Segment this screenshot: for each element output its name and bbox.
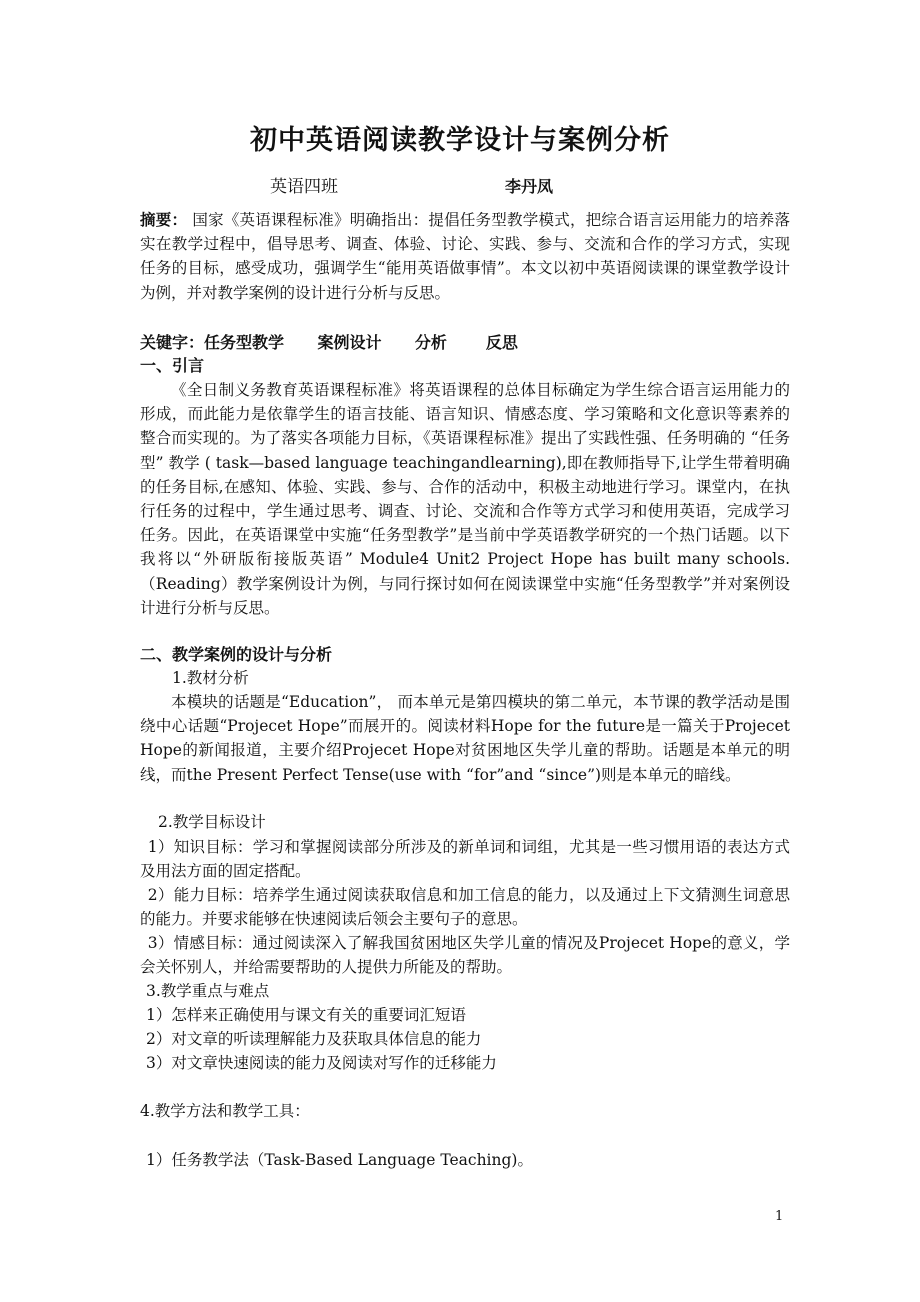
keyword-item: 分析 xyxy=(414,333,447,352)
subsection-heading: 3.教学重点与难点 xyxy=(146,982,270,1000)
abstract-label: 摘要： xyxy=(140,210,188,229)
key-point-item: 1）怎样来正确使用与课文有关的重要词汇短语 xyxy=(146,1006,466,1024)
goal-item: 1）知识目标：学习和掌握阅读部分所涉及的新单词和词组，尤其是一些习惯用语的表达方式及用法方面的固定搭配。 xyxy=(140,838,790,881)
subsection-heading: 1.教材分析 xyxy=(172,669,249,687)
page-number: 1 xyxy=(775,1209,784,1224)
keyword-item: 反思 xyxy=(485,333,518,352)
subsection-heading: 4.教学方法和教学工具： xyxy=(140,1102,310,1120)
abstract-text: 国家《英语课程标准》明确指出：提倡任务型教学模式，把综合语言运用能力的培养落实在教学过程中，倡导思考、调查、体验、讨论、实践、参与、交流和合作的学习方式，实现任务的目标，感受成功，强调学生“能用英语做事情”。本文以初中英语阅读课的课堂教学设计为例，并对教学案例的设计进行分析与反思。 xyxy=(140,211,790,302)
keywords-line xyxy=(140,330,518,353)
abstract-paragraph xyxy=(140,208,790,305)
material-analysis-paragraph: 本模块的话题是“Education”， 而本单元是第四模块的第二单元，本节课的教学活动是围绕中心话题“Projecet Hope”而展开的。阅读材料Hope for the future是一篇关于Projecet Hope的新闻报道，主要介绍Projecet Hope对贫困地区失学儿童的帮助。话题是本单元的明线，而the Present Perfect Tense(use with “for”and “since”)则是本单元的暗线。 xyxy=(140,693,790,784)
keyword-item: 案例设计 xyxy=(317,333,382,352)
subsection-heading: 2.教学目标设计 xyxy=(158,813,266,831)
keywords-label: 关键字： xyxy=(140,333,205,352)
intro-paragraph: 《全日制义务教育英语课程标准》将英语课程的总体目标确定为学生综合语言运用能力的形成，而此能力是依靠学生的语言技能、语言知识、情感态度、学习策略和文化意识等素养的整合而实现的。为了落实各项能力目标，《英语课程标准》提出了实践性强、任务明确的 “任务型” 教学 ( task—based language teachingandlearning),即在教师指导下,让学生带着明确的任务目标,在感知、体验、实践、参与、合作的活动中，积极主动地进行学习。课堂内，在执行任务的过程中，学生通过思考、调查、讨论、交流和合作等方式学习和使用英语，完成学习任务。因此，在英语课堂中实施“任务型教学”是当前中学英语教学研究的一个热门话题。以下我将以“外研版衔接版英语” Module4 Unit2 Project Hope has built many schools.（Reading）教学案例设计为例，与同行探讨如何在阅读课堂中实施“任务型教学”并对案例设计进行分析与反思。 xyxy=(140,381,790,617)
document-title: 初中英语阅读教学设计与案例分析 xyxy=(250,125,670,156)
goal-item: 2）能力目标：培养学生通过阅读获取信息和加工信息的能力，以及通过上下文猜测生词意思的能力。并要求能够在快速阅读后领会主要句子的意思。 xyxy=(140,886,790,929)
section-heading: 二、教学案例的设计与分析 xyxy=(140,645,333,664)
goal-item: 3）情感目标：通过阅读深入了解我国贫困地区失学儿童的情况及Projecet Hope的意义，学会关怀别人，并给需要帮助的人提供力所能及的帮助。 xyxy=(140,934,790,977)
key-point-item: 2）对文章的听读理解能力及获取具体信息的能力 xyxy=(146,1030,482,1048)
class-name: 英语四班 xyxy=(270,177,338,197)
keyword-item: 任务型教学 xyxy=(204,333,285,352)
key-point-item: 3）对文章快速阅读的能力及阅读对写作的迁移能力 xyxy=(146,1054,497,1072)
method-item: 1）任务教学法（Task-Based Language Teaching)。 xyxy=(146,1151,533,1169)
author-name: 李丹凤 xyxy=(505,177,554,196)
section-heading: 一、引言 xyxy=(140,356,205,375)
